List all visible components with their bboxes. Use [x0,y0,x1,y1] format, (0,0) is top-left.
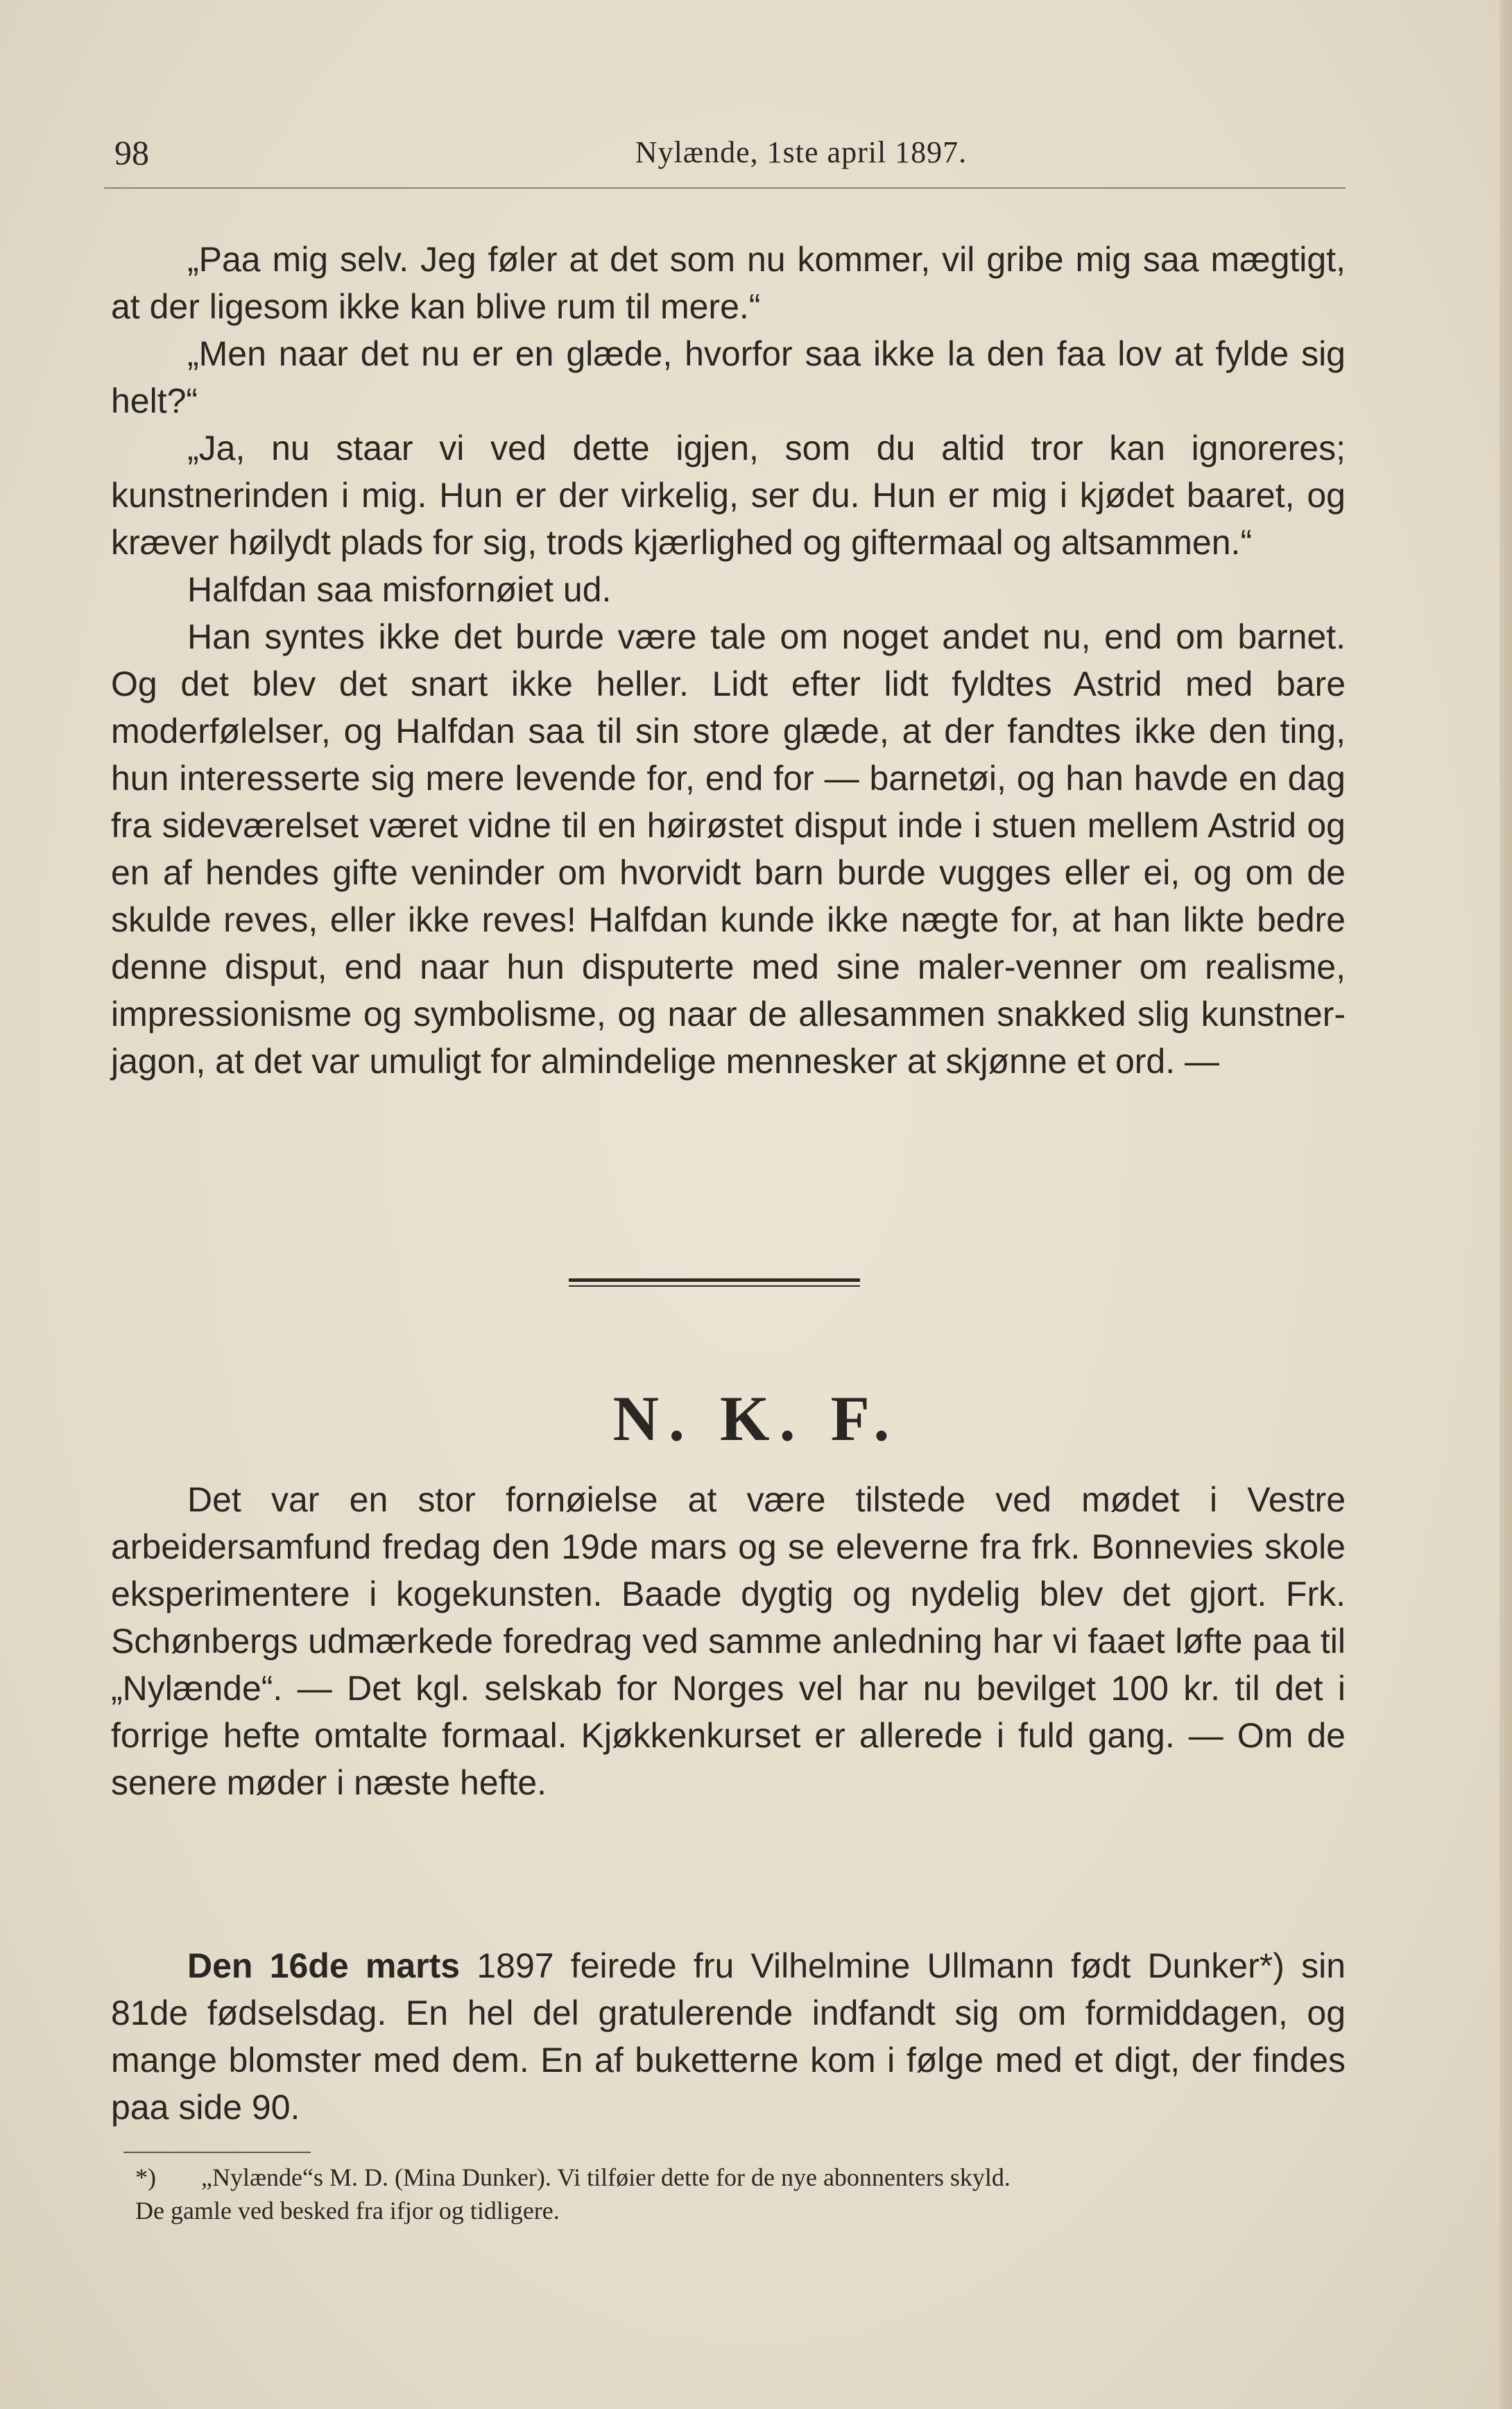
section-divider [569,1278,860,1287]
page-header [114,132,1346,187]
birthday-paragraph [111,1942,1346,2131]
story-paragraph: „Ja, nu staar vi ved dette igjen, som du altid tror kan ignoreres; kunstnerinden i mig. Hun er der virkelig, ser du. Hun er mig i kjødet baaret, og kræver høilydt plads for sig, trods kjærlighed og giftermaal og altsammen.“ [111,429,1346,562]
page-edge [1500,0,1512,2409]
birthday-notice [111,1942,1346,2131]
footnote-text-line1: „Nylænde“s M. D. (Mina Dunker). Vi tilføier dette for de nye abonnenters skyld. [201,2163,1011,2191]
footnote-line [135,2194,1346,2227]
nkf-paragraph: Det var en stor fornøielse at være tilstede ved mødet i Vestre arbeidersamfund fredag den 19de mars og se eleverne fra frk. Bonnevies skole eksperimentere i kogekunsten. Baade dygtig og nydelig blev det gjort. Frk. Schønbergs udmærkede foredrag ved samme anledning har vi faaet løfte paa til „Nylænde“. — Det kgl. selskab for Norges vel har nu bevilget 100 kr. til det i forrige hefte omtalte formaal. Kjøkkenkurset er allerede i fuld gang. — Om de senere møder i næste hefte. [111,1480,1346,1802]
nkf-text [111,1476,1346,1806]
running-head: Nylænde, 1ste april 1897. [635,135,968,169]
story-paragraph: Halfdan saa misfornøiet ud. [187,570,612,609]
story-text [111,236,1346,1085]
footnote [135,2161,1346,2227]
birthday-lead: Den 16de marts [187,1946,461,1985]
header-rule [104,187,1346,189]
footnote-rule [123,2152,311,2153]
footnote-line [135,2161,1346,2194]
story-paragraph: „Paa mig selv. Jeg føler at det som nu kommer, vil gribe mig saa mægtigt, at der ligesom ikke kan blive rum til mere.“ [111,240,1346,326]
page-number: 98 [114,133,149,172]
section-heading-nkf: N. K. F. [612,1383,900,1454]
story-paragraph: „Men naar det nu er en glæde, hvorfor saa ikke la den faa lov at fylde sig helt?“ [111,334,1346,420]
footnote-marker: *) [135,2163,156,2191]
story-paragraph: Han syntes ikke det burde være tale om noget andet nu, end om barnet. Og det blev det snart ikke heller. Lidt efter lidt fyldtes Astrid med bare moderfølelser, og Halfdan saa til sin store glæde, at der fandtes ikke den ting, hun interesserte sig mere levende for, end for — barnetøi, og han havde en dag fra sideværelset været vidne til en høirøstet disput inde i stuen mellem Astrid og en af hendes gifte veninder om hvorvidt barn burde vugges eller ei, og om de skulde reves, eller ikke reves! Halfdan kunde ikke nægte for, at han likte bedre denne disput, end naar hun disputerte med sine maler-venner om realisme, impressionisme og symbolisme, og naar de allesammen snakked slig kunstner-jagon, at det var umuligt for almindelige mennesker at skjønne et ord. — [111,617,1346,1081]
footnote-text-line2: De gamle ved besked fra ifjor og tidligere. [135,2197,560,2224]
birthday-text: 1897 feirede fru Vilhelmine Ullmann født Dunker*) sin 81de fødselsdag. En hel del gratulerende indfandt sig om formiddagen, og mange blomster med dem. En af buketterne kom i følge med et digt, der findes paa side 90. [111,1946,1346,2127]
